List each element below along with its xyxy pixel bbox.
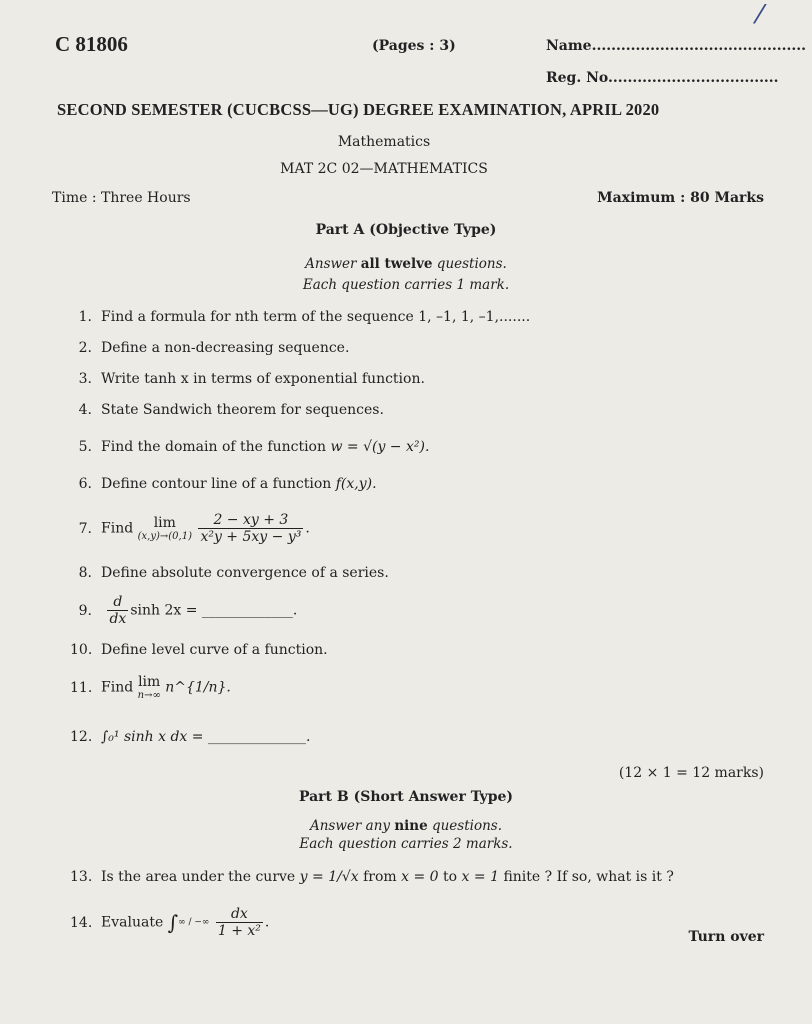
question-9: 9. $\frac{d}{dx}$ sinh 2x = _____________.	[78, 594, 298, 627]
question-13: 13. Is the area under the curve y = 1/√x from x = 0 to x = 1 finite ? If so, what is it ?	[70, 869, 674, 885]
part-a-marks: (12 × 1 = 12 marks)	[618, 765, 764, 781]
pen-mark: ⁄	[757, 0, 762, 30]
page-count: (Pages : 3)	[372, 38, 456, 54]
paper-code: C 81806	[55, 32, 128, 56]
question-6: 6. Define contour line of a function f(x,y).	[78, 476, 377, 492]
part-b-instruction-1: Answer any nine questions.	[309, 818, 503, 834]
name-field: Name............................................	[546, 38, 807, 54]
part-a-instruction-1: Answer all twelve questions.	[305, 256, 507, 272]
part-b-instruction-2: Each question carries 2 marks.	[299, 836, 513, 852]
question-4: 4. State Sandwich theorem for sequences.	[78, 402, 384, 418]
question-8: 8. Define absolute convergence of a series.	[78, 565, 389, 581]
part-b-title: Part B (Short Answer Type)	[298, 789, 514, 805]
exam-title: SECOND SEMESTER (CUCBCSS—UG) DEGREE EXAMINATION, APRIL 2020	[57, 100, 660, 119]
question-5: 5. Find the domain of the function w = √(y − x²).	[78, 439, 430, 455]
question-12: 12. ∫₀¹ sinh x dx = ______________.	[70, 729, 311, 745]
question-10: 10. Define level curve of a function.	[70, 642, 328, 658]
question-14: 14. Evaluate ∫∞ / −∞ $\frac{dx}{\text{1 + x²}}$ .	[70, 906, 270, 939]
question-7: 7. Find lim (x,y)→(0,1) $\frac{2 - xy + 3}{\text{x²y + 5xy − y³}}$ .	[78, 512, 310, 545]
question-11: 11. Find lim n→∞ n^{1/n}.	[70, 674, 231, 701]
reg-no-field: Reg. No...................................	[546, 70, 779, 86]
question-3: 3. Write tanh x in terms of exponential function.	[78, 371, 425, 387]
question-2: 2. Define a non-decreasing sequence.	[78, 340, 350, 356]
part-a-title: Part A (Objective Type)	[315, 222, 497, 238]
duration: Time : Three Hours	[52, 190, 191, 206]
subject: Mathematics	[337, 134, 431, 150]
question-1: 1. Find a formula for nth term of the sequence 1, –1, 1, –1,.......	[78, 309, 531, 325]
part-a-instruction-2: Each question carries 1 mark.	[302, 277, 510, 293]
max-marks: Maximum : 80 Marks	[597, 190, 764, 206]
turn-over: Turn over	[688, 929, 764, 945]
course-title: MAT 2C 02—MATHEMATICS	[280, 161, 488, 177]
